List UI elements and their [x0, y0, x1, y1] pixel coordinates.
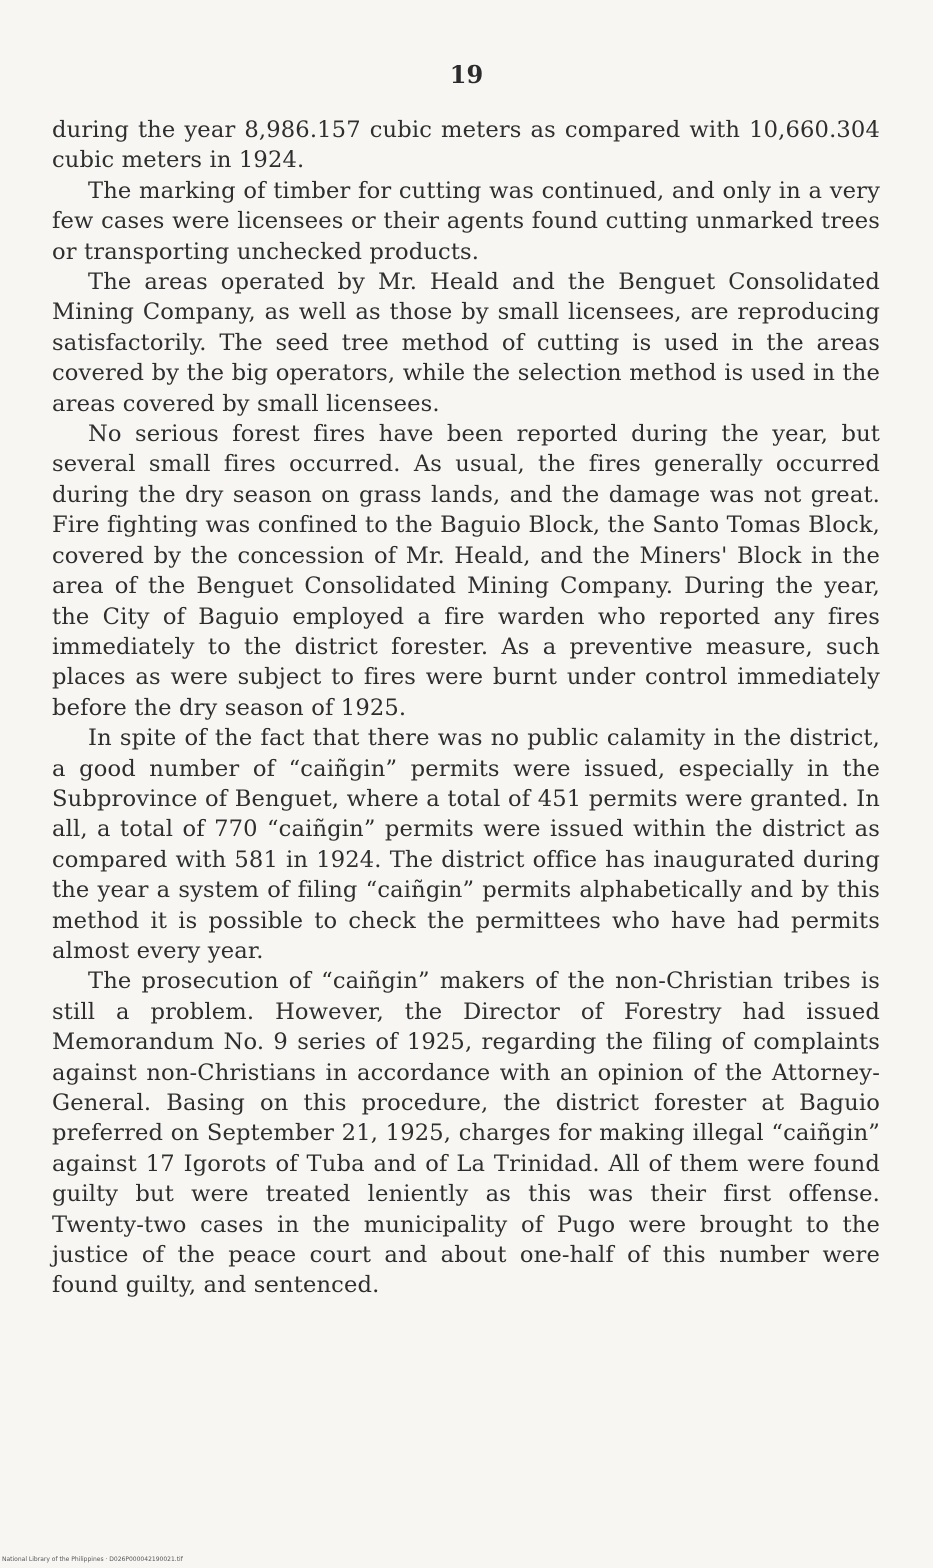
paragraph-reproduction: The areas operated by Mr. Heald and the Benguet Consolidated Mining Company, as well as those by small licensees, are reproducing satisfactorily. The seed tree method of cutting is used in the areas covered by the big operators, while the selection method is used in the areas covered by small licensees. — [52, 269, 880, 417]
paragraph-timber-marking: The marking of timber for cutting was continued, and only in a very few cases were licensees or their agents found cutting unmarked trees or transporting unchecked products. — [52, 177, 880, 265]
paragraph-caingin-permits: In spite of the fact that there was no public calamity in the district, a good number of “caiñgin” permits were issued, especially in the Subprovince of Benguet, where a total of 451 permits were granted. In all, a total of 770 “caiñgin” permits were issued within the district as compared with 581 in 1924. The district office has inaugurated during the year a system of filing “caiñgin” permits alphabetically and by this method it is possible to check the permittees who have had permits almost every year. — [52, 725, 880, 964]
paragraph-timber-volume: during the year 8,986.157 cubic meters as compared with 10,660.304 cubic meters in 1924. — [52, 117, 880, 174]
body-text — [52, 115, 880, 1301]
paragraph-caingin-prosecution: The prosecution of “caiñgin” makers of the non-Christian tribes is still a problem. However, the Director of Forestry had issued Memorandum No. 9 series of 1925, regarding the filing of complaints against non-Christians in accordance with an opinion of the Attorney-General. Basing on this procedure, the district forester at Baguio preferred on September 21, 1925, charges for making illegal “caiñgin” against 17 Igorots of Tuba and of La Trinidad. All of them were found guilty but were treated leniently as this was their first offense. Twenty-two cases in the municipality of Pugo were brought to the justice of the peace court and about one-half of this number were found guilty, and sentenced. — [52, 968, 880, 1299]
scan-credit: National Library of the Philippines · D026P000042190021.tif — [2, 1556, 183, 1563]
page-number: 19 — [449, 60, 484, 89]
paragraph-forest-fires: No serious forest fires have been reported during the year, but several small fires occurred. As usual, the fires generally occurred during the dry season on grass lands, and the damage was not great. Fire fighting was confined to the Baguio Block, the Santo Tomas Block, covered by the concession of Mr. Heald, and the Miners' Block in the area of the Benguet Consolidated Mining Company. During the year, the City of Baguio employed a fire warden who reported any fires immediately to the district forester. As a preventive measure, such places as were subject to fires were burnt under control immediately before the dry season of 1925. — [52, 421, 880, 721]
